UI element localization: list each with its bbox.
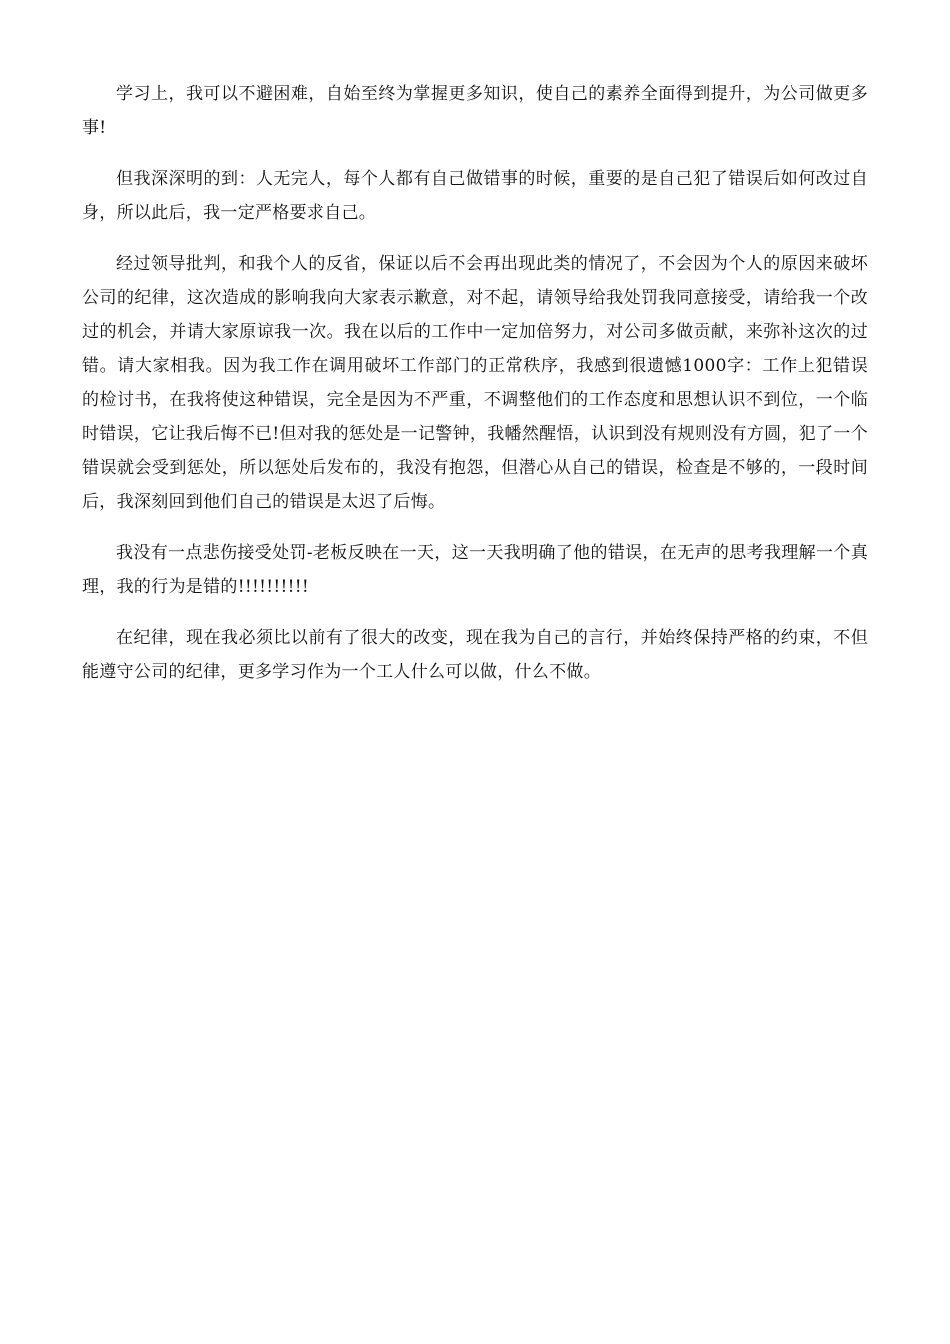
paragraph-5: 在纪律，现在我必须比以前有了很大的改变，现在我为自己的言行，并始终保持严格的约束，不但能遵守公司的纪律，更多学习作为一个工人什么可以做，什么不做。 [82,628,868,682]
paragraph-2: 但我深深明的到：人无完人，每个人都有自己做错事的时候，重要的是自己犯了错误后如何改过自身，所以此后，我一定严格要求自己。 [82,169,868,223]
document-body [82,77,868,706]
paragraph-1: 学习上，我可以不避困难，自始至终为掌握更多知识，使自己的素养全面得到提升，为公司做更多事! [82,84,868,138]
paragraph-4: 我没有一点悲伤接受处罚-老板反映在一天，这一天我明确了他的错误，在无声的思考我理解一个真理，我的行为是错的!!!!!!!!!! [82,543,868,597]
paragraph-3: 经过领导批判，和我个人的反省，保证以后不会再出现此类的情况了，不会因为个人的原因来破坏公司的纪律，这次造成的影响我向大家表示歉意，对不起，请领导给我处罚我同意接受，请给我一个改过的机会，并请大家原谅我一次。我在以后的工作中一定加倍努力，对公司多做贡献，来弥补这次的过错。请大家相我。因为我工作在调用破坏工作部门的正常秩序，我感到很遗憾1000字：工作上犯错误的检讨书，在我将使这种错误，完全是因为不严重，不调整他们的工作态度和思想认识不到位，一个临时错误，它让我后悔不已!但对我的惩处是一记警钟，我幡然醒悟，认识到没有规则没有方圆，犯了一个错误就会受到惩处，所以惩处后发布的，我没有抱怨，但潜心从自己的错误，检查是不够的，一段时间后，我深刻回到他们自己的错误是太迟了后悔。 [82,254,868,512]
